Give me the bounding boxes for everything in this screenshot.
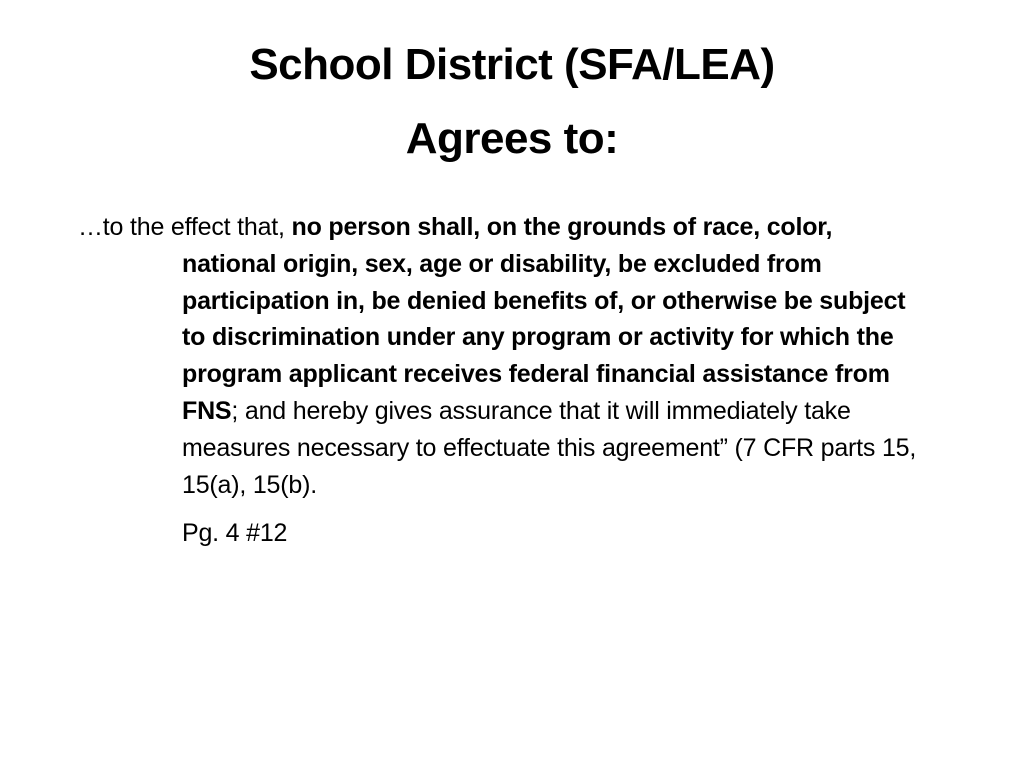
slide-title-line-1: School District (SFA/LEA) xyxy=(249,40,775,89)
agreement-rest: ; and hereby gives assurance that it will immediately take measures necessary to effectuate this agreement” (7 CFR parts 15, 15(a), 15(b). xyxy=(182,396,917,499)
slide-title xyxy=(0,28,1024,176)
agreement-intro: …to the effect that, xyxy=(78,213,292,241)
slide-title-line-2: Agrees to: xyxy=(405,114,619,163)
agreement-paragraph xyxy=(78,209,918,503)
agreement-bold-clause: no person shall, on the grounds of race, color, national origin, sex, age or disability, be excluded from participation in, be denied benefits of, or otherwise be subject to discrimination under any program or activity for which the program applicant receives federal financial assistance from FNS xyxy=(182,213,906,425)
page-reference: Pg. 4 #12 xyxy=(182,519,288,548)
slide-body xyxy=(78,209,918,552)
